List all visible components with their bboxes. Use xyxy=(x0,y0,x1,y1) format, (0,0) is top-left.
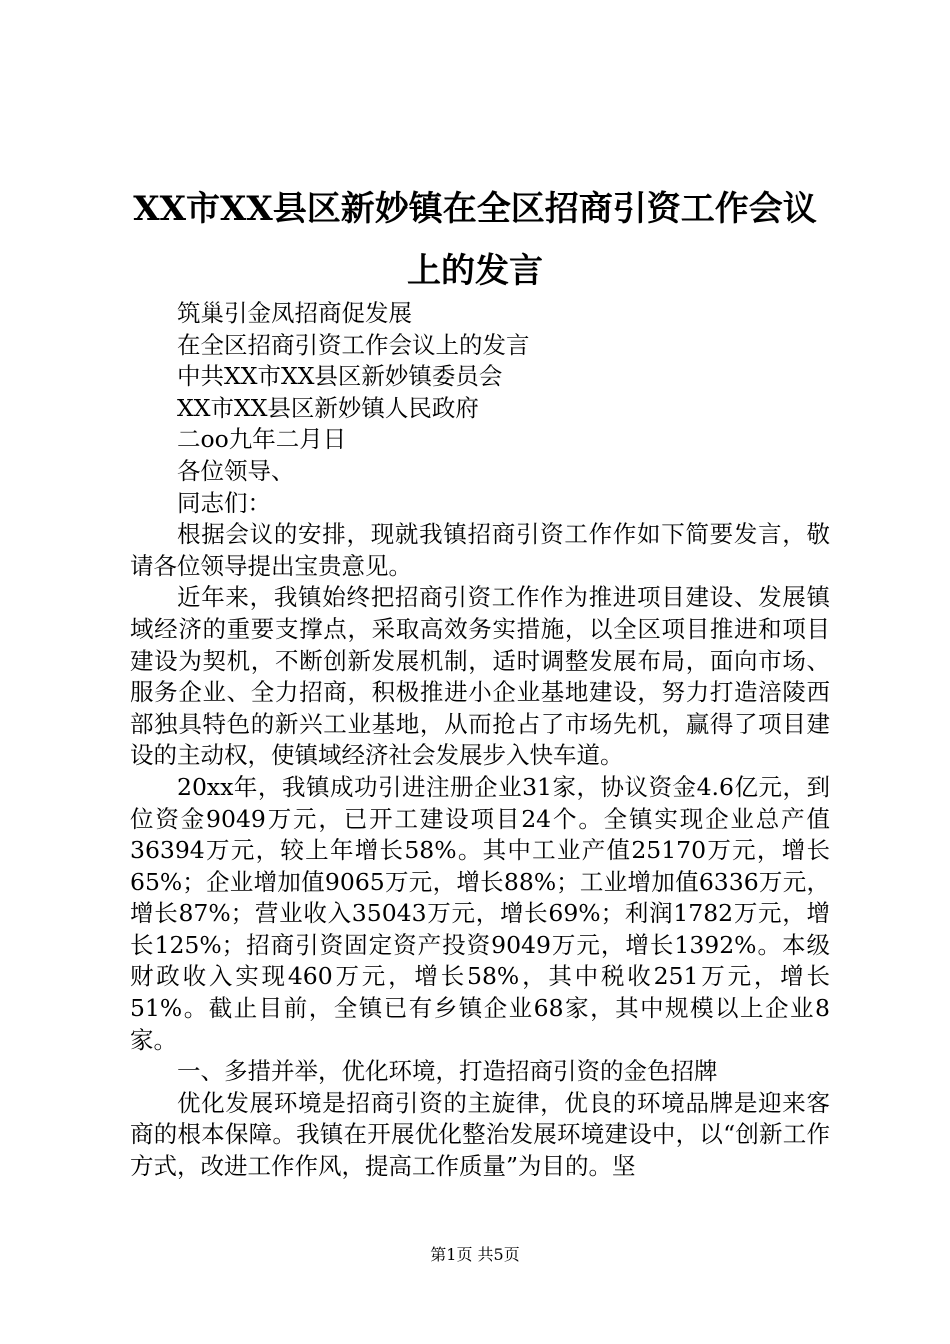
paragraph-intro: 根据会议的安排，现就我镇招商引资工作作如下简要发言，敬请各位领导提出宝贵意见。 xyxy=(130,520,830,580)
subtitle: 筑巢引金凤招商促发展 xyxy=(177,299,412,327)
document-title xyxy=(90,178,860,302)
paragraph-statistics: 20xx年，我镇成功引进注册企业31家，协议资金4.6亿元，到位资金9049万元，已开工建设项目24个。全镇实现企业总产值36394万元，较上年增长58%。其中工业产值25170万元，增长65%；企业增加值9065万元，增长88%；工业增加值6336万元，增长87%；营业收入35043万元，增长69%；利润1782万元，增长125%；招商引资固定资产投资9049万元，增长1392%。本级财政收入实现460万元，增长58%，其中税收251万元，增长51%。截止目前，全镇已有乡镇企业68家，其中规模以上企业8家。 xyxy=(130,772,830,1054)
document-body xyxy=(130,298,830,1183)
paragraph-overview: 近年来，我镇始终把招商引资工作作为推进项目建设、发展镇域经济的重要支撑点，采取高效务实措施，以全区项目推进和项目建设为契机，不断创新发展机制，适时调整发展布局，面向市场、服务企业、全力招商，积极推进小企业基地建设，努力打造涪陵西部独具特色的新兴工业基地，从而抢占了市场先机，赢得了项目建设的主动权，使镇域经济社会发展步入快车道。 xyxy=(130,583,830,770)
paragraph-environment: 优化发展环境是招商引资的主旋律，优良的环境品牌是迎来客商的根本保障。我镇在开展优化整治发展环境建设中，以“创新工作方式，改进工作作风，提高工作质量”为目的。坚 xyxy=(130,1088,830,1181)
page-footer: 第1页 共5页 xyxy=(430,1245,520,1264)
speech-occasion: 在全区招商引资工作会议上的发言 xyxy=(177,330,530,359)
party-committee: 中共XX市XX县区新妙镇委员会 xyxy=(177,362,503,391)
salutation-comrades: 同志们： xyxy=(177,488,271,517)
document-date: 二oo九年二月日 xyxy=(177,425,347,454)
title-line-1: XX市XX县区新妙镇在全区招商引资工作会议 xyxy=(133,189,817,229)
section-heading-1: 一、多措并举，优化环境，打造招商引资的金色招牌 xyxy=(177,1057,718,1086)
town-government: XX市XX县区新妙镇人民政府 xyxy=(177,393,479,422)
title-line-2: 上的发言 xyxy=(407,251,543,291)
salutation-leaders: 各位领导、 xyxy=(177,456,295,485)
